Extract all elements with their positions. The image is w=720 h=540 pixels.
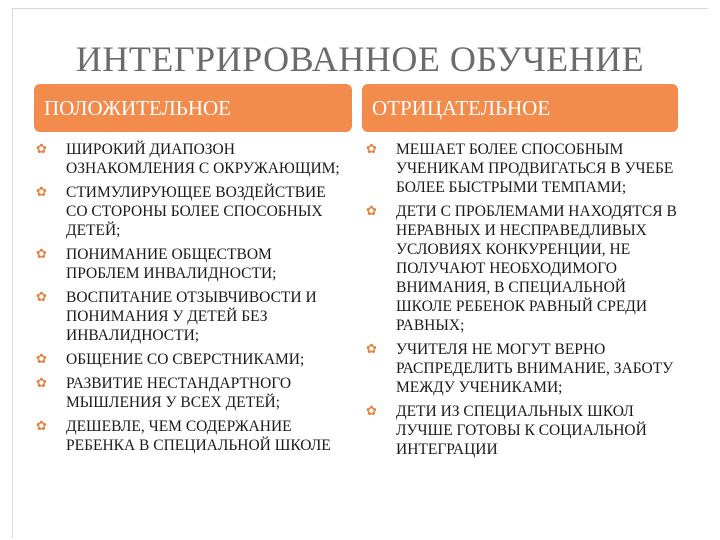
- list-item: [36, 350, 348, 369]
- list-item-text: ОБЩЕНИЕ СО СВЕРСТНИКАМИ;: [66, 351, 305, 368]
- flower-bullet-icon: ✿: [366, 204, 377, 219]
- slide-title: ИНТЕГРИРОВАННОЕ ОБУЧЕНИЕ: [75, 39, 645, 79]
- list-item-text: ДЕТИ С ПРОБЛЕМАМИ НАХОДЯТСЯ В НЕРАВНЫХ И НЕСПРАВЕДЛИВЫХ УСЛОВИЯХ КОНКУРЕНЦИИ, НЕ ПОЛУЧАЮТ НЕОБХОДИМОГО ВНИМАНИЯ, В СПЕЦИАЛЬНОЙ ШКОЛЕ РЕБЕНОК РАВНЫЙ СРЕДИ РАВНЫХ;: [396, 203, 677, 334]
- list-item-text: ШИРОКИЙ ДИАПОЗОН ОЗНАКОМЛЕНИЯ С ОКРУЖАЮЩИМ;: [66, 141, 340, 177]
- list-item: [36, 417, 348, 455]
- slide-frame-top: [12, 8, 708, 9]
- list-item-text: УЧИТЕЛЯ НЕ МОГУТ ВЕРНО РАСПРЕДЕЛИТЬ ВНИМАНИЕ, ЗАБОТУ МЕЖДУ УЧЕНИКАМИ;: [396, 341, 674, 396]
- slide-frame-left: [12, 8, 25, 538]
- list-item: [366, 202, 678, 335]
- list-item: [36, 140, 348, 178]
- flower-bullet-icon: ✿: [36, 290, 47, 305]
- list-item-text: ВОСПИТАНИЕ ОТЗЫВЧИВОСТИ И ПОНИМАНИЯ У ДЕТЕЙ БЕЗ ИНВАЛИДНОСТИ;: [66, 289, 317, 344]
- list-item: [36, 374, 348, 412]
- flower-bullet-icon: ✿: [36, 185, 47, 200]
- flower-bullet-icon: ✿: [366, 404, 377, 419]
- negative-list: [366, 140, 678, 464]
- list-item-text: СТИМУЛИРУЮЩЕЕ ВОЗДЕЙСТВИЕ СО СТОРОНЫ БОЛЕЕ СПОСОБНЫХ ДЕТЕЙ;: [66, 184, 326, 239]
- positive-header: [34, 84, 352, 132]
- flower-bullet-icon: ✿: [36, 247, 47, 262]
- negative-header: [362, 84, 678, 132]
- positive-list: [36, 140, 348, 460]
- list-item: [366, 340, 678, 397]
- list-item: [36, 245, 348, 283]
- flower-bullet-icon: ✿: [36, 142, 47, 157]
- flower-bullet-icon: ✿: [36, 419, 47, 434]
- list-item: [366, 402, 678, 459]
- list-item-text: МЕШАЕТ БОЛЕЕ СПОСОБНЫМ УЧЕНИКАМ ПРОДВИГАТЬСЯ В УЧЕБЕ БОЛЕЕ БЫСТРЫМИ ТЕМПАМИ;: [396, 141, 674, 196]
- list-item: [366, 140, 678, 197]
- positive-header-label: ПОЛОЖИТЕЛЬНОЕ: [44, 95, 231, 120]
- flower-bullet-icon: ✿: [36, 352, 47, 367]
- flower-bullet-icon: ✿: [36, 376, 47, 391]
- list-item-text: РАЗВИТИЕ НЕСТАНДАРТНОГО МЫШЛЕНИЯ У ВСЕХ ДЕТЕЙ;: [66, 375, 292, 411]
- list-item: [36, 183, 348, 240]
- list-item-text: ДЕШЕВЛЕ, ЧЕМ СОДЕРЖАНИЕ РЕБЕНКА В СПЕЦИАЛЬНОЙ ШКОЛЕ: [66, 418, 331, 454]
- flower-bullet-icon: ✿: [366, 342, 377, 357]
- negative-header-label: ОТРИЦАТЕЛЬНОЕ: [372, 95, 551, 120]
- list-item: [36, 288, 348, 345]
- list-item-text: ДЕТИ ИЗ СПЕЦИАЛЬНЫХ ШКОЛ ЛУЧШЕ ГОТОВЫ К СОЦИАЛЬНОЙ ИНТЕГРАЦИИ: [396, 403, 647, 458]
- list-item-text: ПОНИМАНИЕ ОБЩЕСТВОМ ПРОБЛЕМ ИНВАЛИДНОСТИ;: [66, 246, 277, 282]
- flower-bullet-icon: ✿: [366, 142, 377, 157]
